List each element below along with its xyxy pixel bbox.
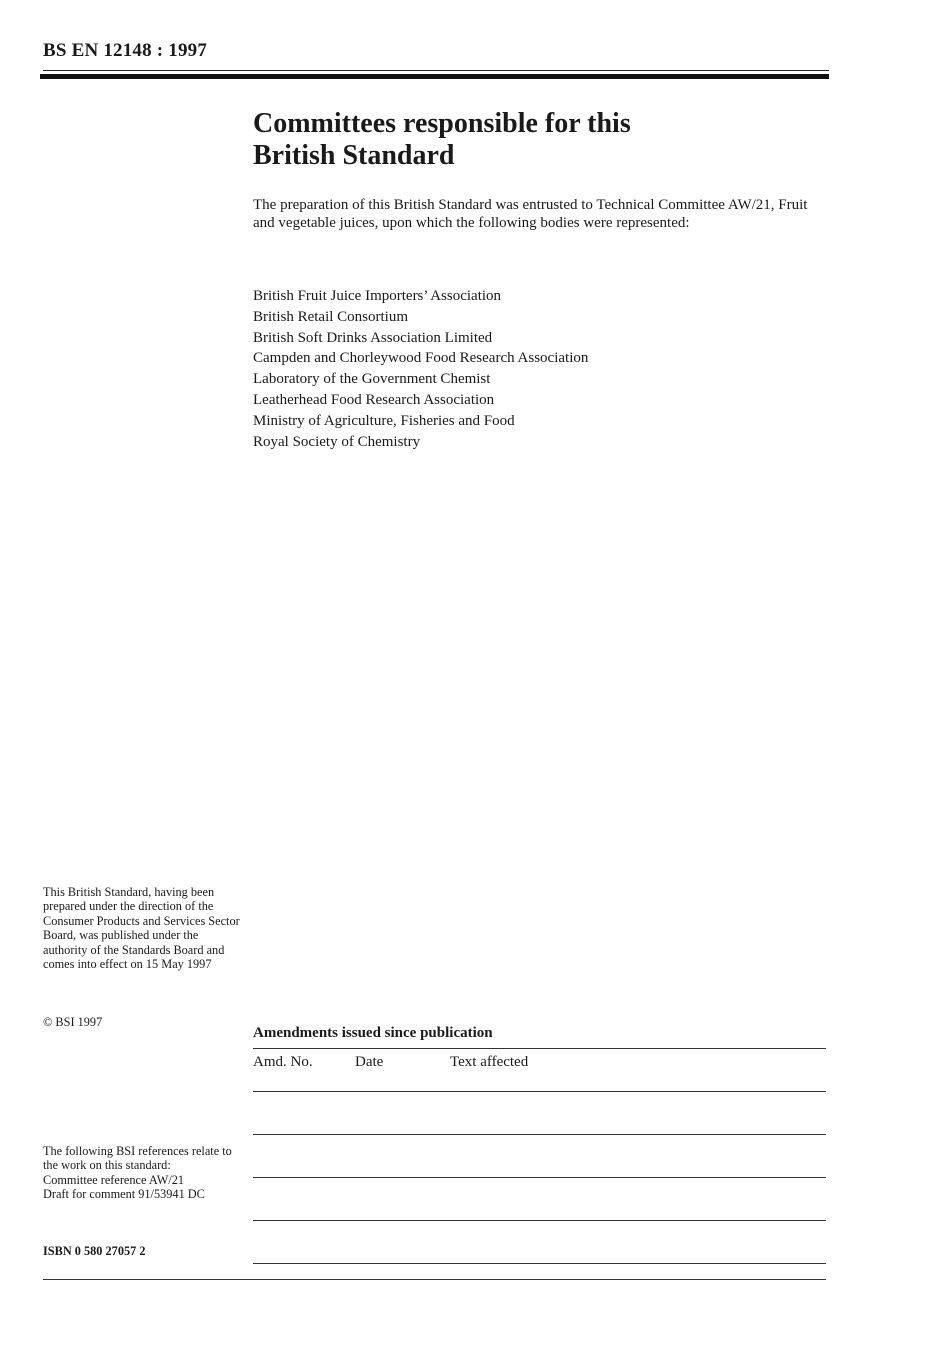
isbn: ISBN 0 580 27057 2 xyxy=(43,1244,146,1258)
amendment-row-rule xyxy=(253,1134,826,1135)
amendment-row-rule xyxy=(253,1220,826,1221)
publication-note: This British Standard, having been prepared under the direction of the Consumer Products and Services Sector Board, was published under the authority of the Standards Board and comes into effect on 15 May 1997 xyxy=(43,885,240,972)
title-line-1: Committees responsible for this xyxy=(253,108,631,139)
list-item: British Fruit Juice Importers’ Association xyxy=(253,288,502,304)
amendments-header-rule xyxy=(253,1048,826,1049)
header-thin-rule xyxy=(43,70,829,71)
committee-reference: Committee reference AW/21 xyxy=(43,1172,185,1187)
footer-rule xyxy=(43,1279,826,1280)
list-item: Ministry of Agriculture, Fisheries and Food xyxy=(253,412,515,429)
column-date: Date xyxy=(355,1054,384,1070)
represented-bodies-list xyxy=(253,286,588,452)
header-thick-rule xyxy=(40,74,829,79)
list-item: Royal Society of Chemistry xyxy=(253,433,421,450)
list-item: Campden and Chorleywood Food Research Association xyxy=(253,350,589,367)
main-content xyxy=(253,108,833,232)
column-amd-no: Amd. No. xyxy=(253,1054,313,1070)
document-code: BS EN 12148 : 1997 xyxy=(43,40,208,61)
amendment-row-rule xyxy=(253,1091,826,1092)
list-item: Leatherhead Food Research Association xyxy=(253,391,495,408)
bsi-references xyxy=(43,1144,243,1202)
page-title xyxy=(253,108,833,172)
amendment-row-rule xyxy=(253,1263,826,1264)
list-item: British Retail Consortium xyxy=(253,308,409,325)
draft-reference: Draft for comment 91/53941 DC xyxy=(43,1187,205,1202)
intro-paragraph: The preparation of this British Standard was entrusted to Technical Committee AW/21, Fruit and vegetable juices, upon which the following bodies were represented: xyxy=(253,197,808,231)
amendment-row-rule xyxy=(253,1177,826,1178)
title-line-2: British Standard xyxy=(253,140,455,171)
list-item: British Soft Drinks Association Limited xyxy=(253,329,493,346)
list-item: Laboratory of the Government Chemist xyxy=(253,371,491,388)
bsi-refs-intro: The following BSI references relate to the work on this standard: xyxy=(43,1144,232,1173)
copyright-notice: © BSI 1997 xyxy=(43,1015,103,1029)
amendments-title: Amendments issued since publication xyxy=(253,1025,493,1041)
column-text-affected: Text affected xyxy=(450,1054,529,1070)
